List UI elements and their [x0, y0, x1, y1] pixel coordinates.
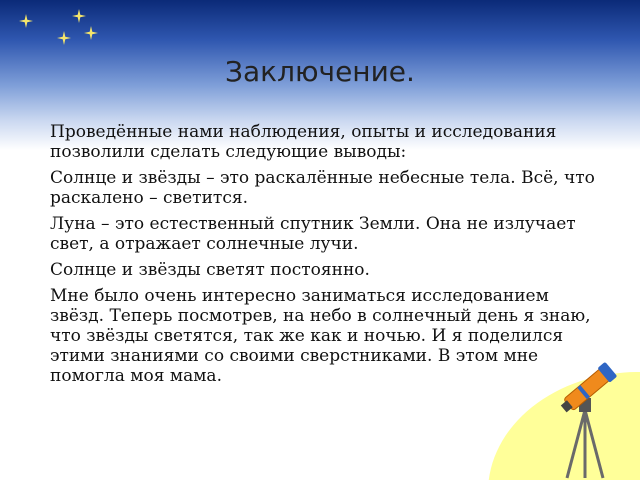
- star-icon: [84, 26, 98, 40]
- slide-body: [50, 122, 600, 392]
- paragraph: Солнце и звёзды – это раскалённые небесные тела. Всё, что раскалено – светится.: [50, 168, 595, 208]
- paragraph: Мне было очень интересно заниматься исследованием звёзд. Теперь посмотрев, на небо в солнечный день я знаю, что звёзды светятся, так же как и ночью. И я поделился этими знаниями со своими сверстниками. В этом мне помогла моя мама.: [50, 286, 591, 386]
- star-icon: [19, 14, 33, 28]
- slide-title: Заключение.: [225, 55, 415, 88]
- paragraph: Солнце и звёзды светят постоянно.: [50, 260, 370, 280]
- paragraph: Луна – это естественный спутник Земли. Она не излучает свет, а отражает солнечные лучи.: [50, 214, 576, 254]
- telescope-icon: [555, 362, 625, 480]
- paragraph: Проведённые нами наблюдения, опыты и исследования позволили сделать следующие выводы:: [50, 122, 557, 162]
- star-icon: [72, 9, 86, 23]
- star-icon: [57, 31, 71, 45]
